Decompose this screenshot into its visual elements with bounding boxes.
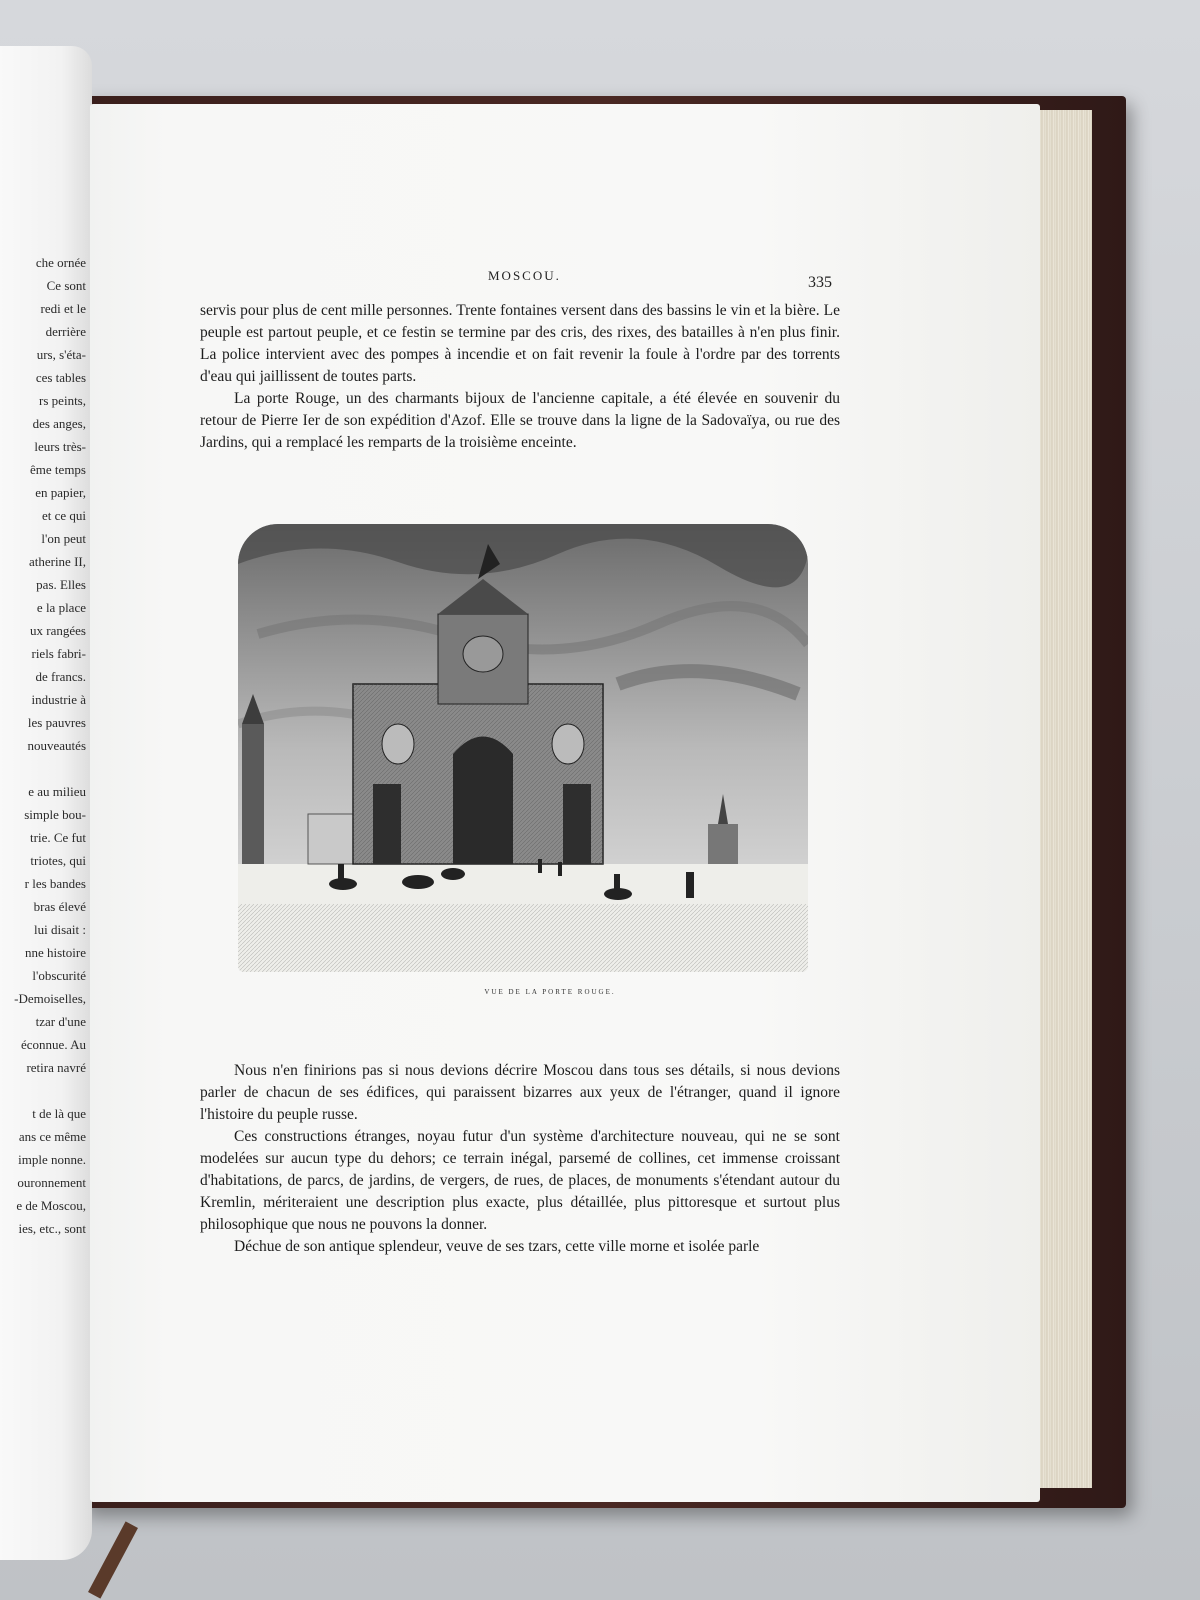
left-page-line: ans ce même bbox=[18, 1129, 86, 1144]
running-head: MOSCOU. bbox=[488, 268, 561, 283]
left-page-line: lui disait : bbox=[34, 922, 86, 937]
left-page-line: leurs très- bbox=[34, 439, 86, 454]
left-page-line: bras élevé bbox=[33, 899, 86, 914]
text-block-top bbox=[200, 300, 840, 454]
left-page-line: industrie à bbox=[31, 692, 86, 707]
left-page-line: e au milieu bbox=[28, 784, 86, 799]
left-page-line: ces tables bbox=[35, 370, 86, 385]
left-page-line: éconnue. Au bbox=[21, 1037, 86, 1052]
left-page-line: les pauvres bbox=[27, 715, 86, 730]
left-page-line: trie. Ce fut bbox=[30, 830, 86, 845]
left-page-line: ux rangées bbox=[30, 623, 86, 638]
engraving-red-gate bbox=[238, 524, 808, 972]
left-page-line: t de là que bbox=[32, 1106, 86, 1121]
left-page-line: de francs. bbox=[35, 669, 86, 684]
paragraph: Nous n'en finirions pas si nous devions décrire Moscou dans tous ses détails, si nous devions parler de chacun de ses édifices, qui paraissent bizarres aux yeux de l'étranger, quand il ignore l'histoire du peuple russe. bbox=[200, 1062, 840, 1123]
left-page-line: nouveautés bbox=[27, 738, 86, 753]
left-page-line: e de Moscou, bbox=[16, 1198, 86, 1213]
left-page-line: redi et le bbox=[40, 301, 86, 316]
left-page-line: retira navré bbox=[26, 1060, 86, 1075]
illustration-caption: VUE DE LA PORTE ROUGE. bbox=[484, 988, 616, 996]
left-page-line: -Demoiselles, bbox=[14, 991, 86, 1006]
left-page-line: Ce sont bbox=[46, 278, 86, 293]
left-page-line: riels fabri- bbox=[31, 646, 86, 661]
left-page-line: nne histoire bbox=[24, 945, 86, 960]
paragraph: Déchue de son antique splendeur, veuve de ses tzars, cette ville morne et isolée parle bbox=[234, 1238, 760, 1255]
paragraph: Ces constructions étranges, noyau futur d'un système d'architecture nouveau, qui ne se sont modelées sur aucun type du dehors; ce terrain inégal, parsemé de collines, cet immense croissant d'habitations, de parcs, de jardins, de vergers, de rues, de places, de monuments s'étendant autour du Kremlin, mériteraient une description plus exacte, plus détaillée, plus pittoresque et surtout plus philosophique que nous ne pouvons la donner. bbox=[200, 1128, 840, 1233]
left-page-line: tzar d'une bbox=[35, 1014, 86, 1029]
left-page-line: triotes, qui bbox=[30, 853, 86, 868]
left-page-line: pas. Elles bbox=[36, 577, 86, 592]
left-page-line: r les bandes bbox=[24, 876, 86, 891]
left-page-line: l'obscurité bbox=[32, 968, 86, 983]
left-page-line: e la place bbox=[36, 600, 86, 615]
left-page bbox=[0, 46, 92, 1560]
left-page-line: atherine II, bbox=[28, 554, 86, 569]
left-page-line: en papier, bbox=[35, 485, 86, 500]
paragraph: servis pour plus de cent mille personnes. Trente fontaines versent dans des bassins le vin et la bière. Le peuple est partout peuple, et ce festin se termine par des cris, des rixes, des batailles à n'en plus finir. La police intervient avec des pompes à incendie et on fait revenir la foule à l'ordre par des torrents d'eau qui jaillissent de toutes parts. bbox=[200, 302, 840, 385]
left-page-line: imple nonne. bbox=[18, 1152, 86, 1167]
text-block-bottom bbox=[200, 1060, 840, 1258]
left-page-line: che ornée bbox=[35, 255, 86, 270]
left-page-line: derrière bbox=[45, 324, 86, 339]
left-page-line: simple bou- bbox=[24, 807, 86, 822]
left-page-line: ies, etc., sont bbox=[18, 1221, 86, 1236]
left-page-line: ême temps bbox=[30, 462, 86, 477]
left-page-line: ouronnement bbox=[17, 1175, 86, 1190]
paragraph: La porte Rouge, un des charmants bijoux de l'ancienne capitale, a été élevée en souvenir du retour de Pierre Ier de son expédition d'Azof. Elle se trouve dans la ligne de la Sadovaïya, ou rue des Jardins, qui a remplacé les remparts de la troisième enceinte. bbox=[200, 390, 840, 451]
engraving-image bbox=[238, 524, 808, 972]
left-page-line: des anges, bbox=[32, 416, 86, 431]
left-page-line: urs, s'éta- bbox=[36, 347, 86, 362]
left-page-line: rs peints, bbox=[39, 393, 86, 408]
left-page-line: l'on peut bbox=[41, 531, 86, 546]
page-number: 335 bbox=[808, 274, 832, 291]
left-page-line: et ce qui bbox=[41, 508, 86, 523]
